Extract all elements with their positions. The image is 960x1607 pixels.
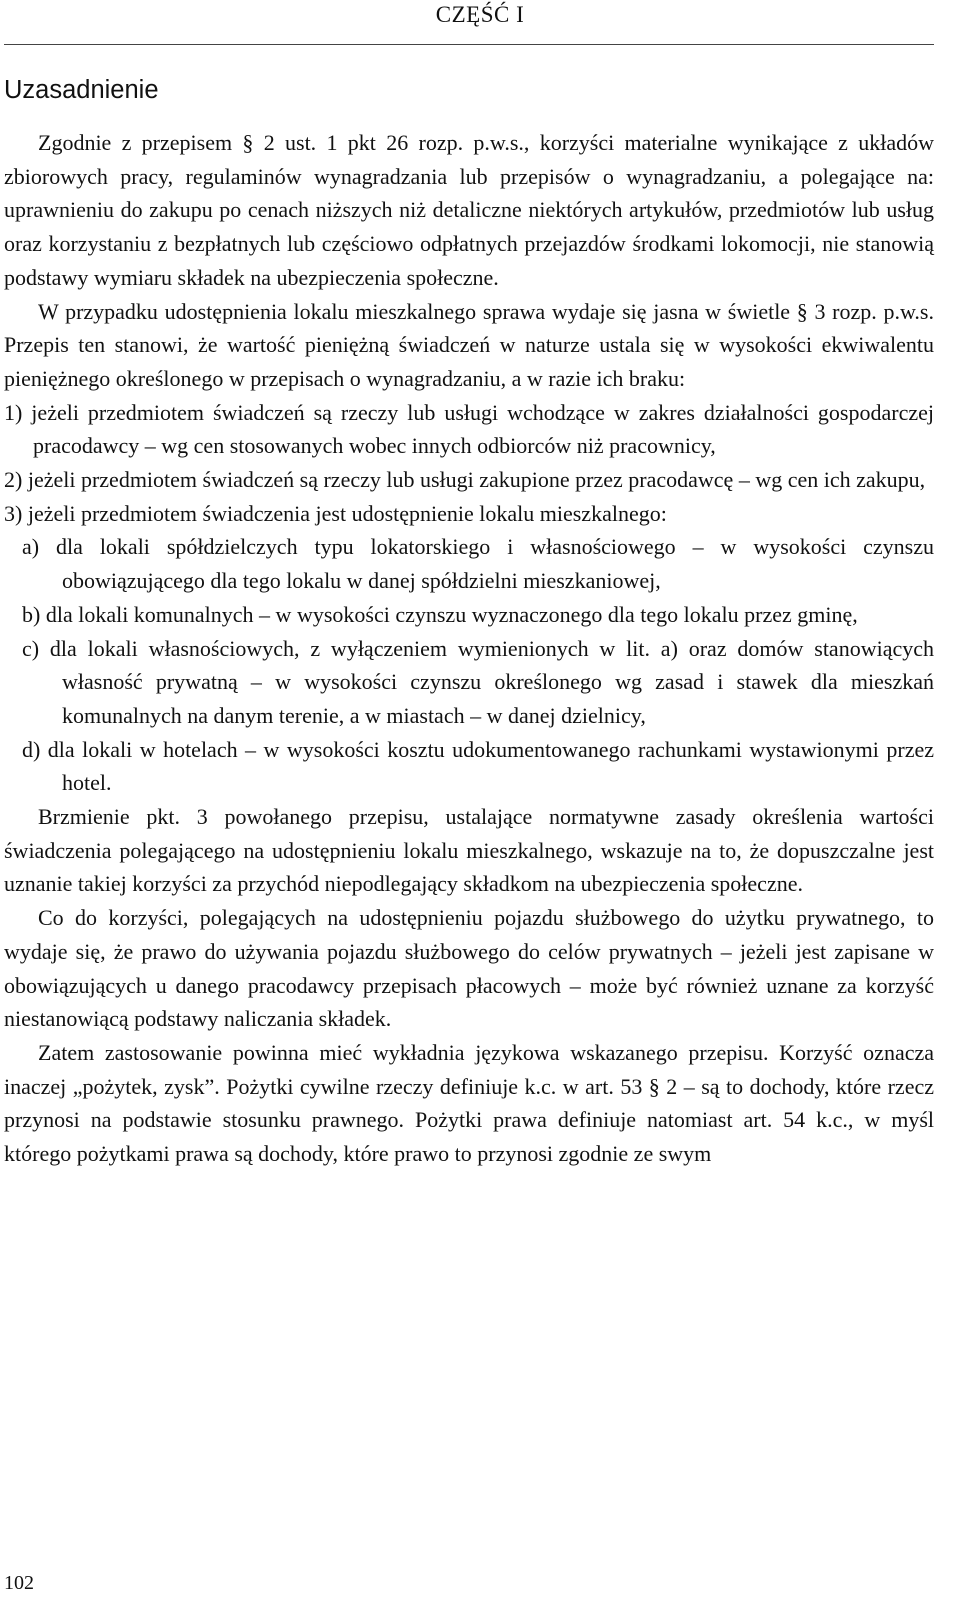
paragraph-2: W przypadku udostępnienia lokalu mieszkalnego sprawa wydaje się jasna w świetle § 3 rozp. p.w.s. Przepis ten stanowi, że wartość pieniężną świadczeń w naturze ustala się w wysokości ekwiwalentu pieniężnego określonego w przepisach o wynagradzaniu, a w razie ich braku: — [4, 298, 934, 391]
list-item-2: 2) jeżeli przedmiotem świadczeń są rzeczy lub usługi zakupione przez pracodawcę – wg cen ich zakupu, — [4, 467, 926, 493]
header-rule — [4, 44, 934, 45]
body-text — [4, 126, 934, 1171]
section-title: Uzasadnienie — [4, 76, 159, 104]
paragraph-1: Zgodnie z przepisem § 2 ust. 1 pkt 26 rozp. p.w.s., korzyści materialne wynikające z układów zbiorowych pracy, regulaminów wynagradzania lub przepisów o wynagradzaniu, a polegające na: uprawnieniu do zakupu po cenach niższych niż detaliczne niektórych artykułów, przedmiotów lub usług oraz korzystaniu z bezpłatnych lub częściowo odpłatnych przejazdów środkami lokomocji, nie stanowią podstawy wymiaru składek na ubezpieczenia społeczne. — [4, 130, 934, 290]
list-item-1: 1) jeżeli przedmiotem świadczeń są rzeczy lub usługi wchodzące w zakres działalności gospodarczej pracodawcy – wg cen stosowanych wobec innych odbiorców niż pracownicy, — [4, 399, 934, 459]
running-header: CZĘŚĆ I — [435, 2, 525, 27]
paragraph-3: Brzmienie pkt. 3 powołanego przepisu, ustalające normatywne zasady określenia wartości świadczenia polegającego na udostępnieniu lokalu mieszkalnego, wskazuje na to, że dopuszczalne jest uznanie takiej korzyści za przychód niepodlegający składkom na ubezpieczenia społeczne. — [4, 804, 934, 897]
sub-item-b: b) dla lokali komunalnych – w wysokości czynszu wyznaczonego dla tego lokalu przez gminę, — [22, 601, 858, 627]
sub-item-a: a) dla lokali spółdzielczych typu lokatorskiego i własnościowego – w wysokości czynszu obowiązującego dla tego lokalu w danej spółdzielni mieszkaniowej, — [22, 534, 934, 594]
sub-item-d: d) dla lokali w hotelach – w wysokości kosztu udokumentowanego rachunkami wystawionymi przez hotel. — [22, 736, 934, 796]
list-item-3: 3) jeżeli przedmiotem świadczenia jest udostępnienie lokalu mieszkalnego: — [4, 500, 667, 526]
paragraph-5: Zatem zastosowanie powinna mieć wykładnia językowa wskazanego przepisu. Korzyść oznacza inaczej „pożytek, zysk”. Pożytki cywilne rzeczy definiuje k.c. w art. 53 § 2 – są to dochody, które rzecz przynosi na podstawie stosunku prawnego. Pożytki prawa definiuje natomiast art. 54 k.c., w myśl którego pożytkami prawa są dochody, które prawo to przynosi zgodnie ze swym — [4, 1039, 934, 1167]
page-number: 102 — [4, 1572, 34, 1594]
sub-item-c: c) dla lokali własnościowych, z wyłączeniem wymienionych w lit. a) oraz domów stanowiących własność prywatną – w wysokości czynszu określonego wg zasad i stawek dla mieszkań komunalnych na danym terenie, a w miastach – w danej dzielnicy, — [22, 635, 934, 728]
paragraph-4: Co do korzyści, polegających na udostępnieniu pojazdu służbowego do użytku prywatnego, to wydaje się, że prawo do używania pojazdu służbowego do celów prywatnych – jeżeli jest zapisane w obowiązujących u danego pracodawcy przepisach płacowych – może być również uznane za korzyść niestanowiącą podstawy naliczania składek. — [4, 905, 934, 1032]
